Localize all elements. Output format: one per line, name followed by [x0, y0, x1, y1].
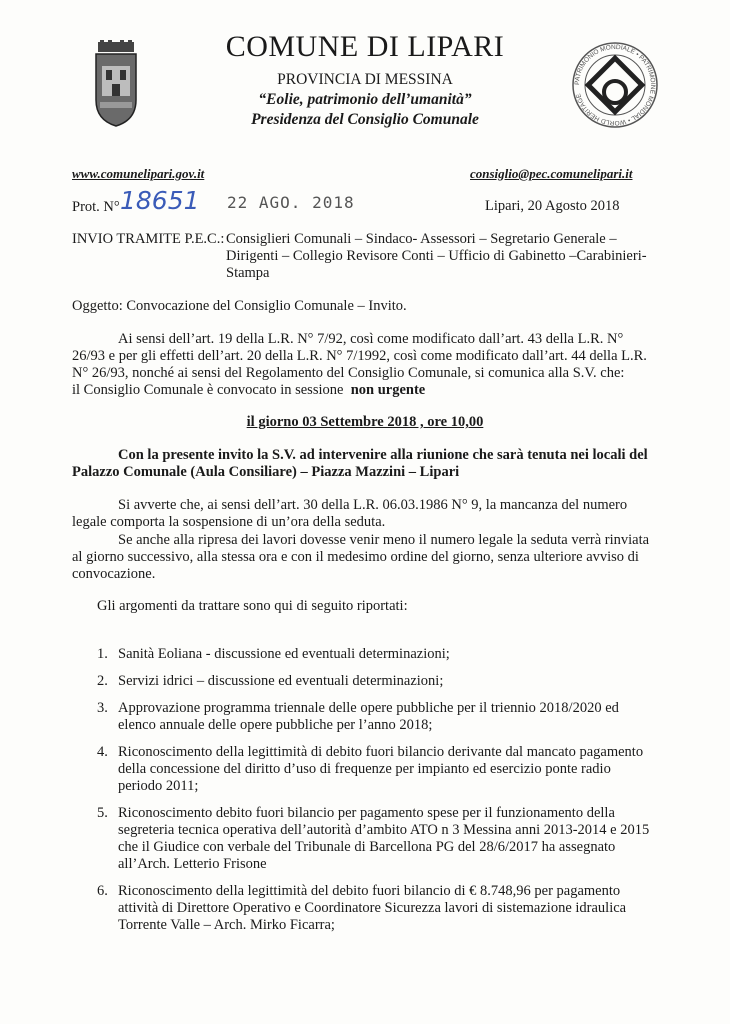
agenda-item-number: 6.: [97, 883, 108, 899]
website-link[interactable]: www.comunelipari.gov.it: [72, 166, 205, 181]
header-motto: “Eolie, patrimonio dell’umanità”: [258, 91, 472, 108]
agenda-item-text: Riconoscimento debito fuori bilancio per pagamento spese per il funzionamento della: [118, 805, 615, 821]
intro-line-4: [72, 382, 425, 399]
agenda-item-number: 3.: [97, 700, 108, 716]
session-type: non urgente: [350, 382, 426, 398]
agenda-item-text: segreteria tecnica operativa dell’autorità d’ambito ATO n 3 Messina anni 2013-2014 e 2015: [118, 822, 650, 838]
notice-2-line-2: al giorno successivo, alla stessa ora e con il medesimo ordine del giorno, senza ulteriore avviso di: [72, 549, 639, 565]
invite-line-1: Con la presente invito la S.V. ad intervenire alla riunione che sarà tenuta nei locali del: [118, 447, 648, 463]
intro-line-2: 26/93 e per gli effetti dell’art. 20 della L.R. N° 7/1992, così come modificato dall’art. 44 della L.R.: [72, 348, 647, 364]
agenda-item-number: 1.: [97, 646, 108, 662]
agenda-intro: Gli argomenti da trattare sono qui di seguito riportati:: [97, 598, 408, 614]
invite-line-2: Palazzo Comunale (Aula Consiliare) – Piazza Mazzini – Lipari: [72, 464, 460, 480]
agenda-item-text: Riconoscimento della legittimità di debito fuori bilancio derivante dal mancato pagamento: [118, 744, 644, 760]
header-title: COMUNE DI LIPARI: [225, 30, 505, 63]
place-date: Lipari, 20 Agosto 2018: [485, 198, 620, 214]
agenda-item-text: all’Arch. Letterio Frisone: [118, 856, 267, 872]
intro-line-3: N° 26/93, nonché ai sensi del Regolamento del Consiglio Comunale, si comunica alla S.V. che:: [72, 365, 625, 381]
pec-email-link[interactable]: consiglio@pec.comunelipari.it: [470, 166, 633, 181]
protocol-date-stamp: 22 AGO. 2018: [227, 193, 355, 212]
notice-2-line-3: convocazione.: [72, 566, 156, 582]
agenda-item-text: che il Giudice con verbale del Tribunale di Barcellona PG del 28/6/2017 ha assegnato: [118, 839, 616, 855]
unesco-world-heritage-logo: [570, 40, 660, 130]
header-presidency: Presidenza del Consiglio Comunale: [251, 111, 479, 128]
agenda-item-text: Servizi idrici – discussione ed eventuali determinazioni;: [118, 673, 444, 689]
agenda-item-text: attività di Direttore Operativo e Coordinatore Sicurezza lavori di sistemazione idraulica: [118, 900, 627, 916]
agenda-item-text: Riconoscimento della legittimità del debito fuori bilancio di € 8.748,96 per pagamento: [118, 883, 621, 899]
agenda-item-text: Sanità Eoliana - discussione ed eventuali determinazioni;: [118, 646, 450, 662]
intro-line-1: Ai sensi dell’art. 19 della L.R. N° 7/92, così come modificato dall’art. 43 della L.R. N°: [118, 331, 624, 347]
agenda-item-text: della concessione del diritto d’uso di frequenze per impianto ed esercizio ponte radio: [118, 761, 611, 777]
notice-1-line-1: Si avverte che, ai sensi dell’art. 30 della L.R. 06.03.1986 N° 9, la mancanza del numero: [118, 497, 628, 513]
agenda-item-text: elenco annuale delle opere pubbliche per l’anno 2018;: [118, 717, 433, 733]
unesco-ring-text: PATRIMONIO MONDIALE • PATRIMOINE MONDIAL • WORLD HERITAGE: [573, 43, 657, 127]
recipients-label: INVIO TRAMITE P.E.C.:: [72, 231, 225, 247]
recipients-line-2: Dirigenti – Collegio Revisore Conti – Ufficio di Gabinetto –Carabinieri-: [226, 248, 647, 264]
recipients-line-1: Consiglieri Comunali – Sindaco- Assessori – Segretario Generale –: [226, 231, 617, 247]
protocol-label: Prot. N°: [72, 199, 120, 215]
agenda-item-number: 5.: [97, 805, 108, 821]
agenda-item-text: Torrente Valle – Arch. Mirko Ficarra;: [118, 917, 335, 933]
agenda-item-text: periodo 2011;: [118, 778, 199, 794]
subject: Oggetto: Convocazione del Consiglio Comunale – Invito.: [72, 298, 407, 314]
agenda-item-number: 4.: [97, 744, 108, 760]
protocol-number-handwritten: 18651: [120, 186, 200, 215]
agenda-item-text: Approvazione programma triennale delle opere pubbliche per il triennio 2018/2020 ed: [118, 700, 619, 716]
meeting-date: il giorno 03 Settembre 2018 , ore 10,00: [246, 414, 484, 430]
recipients-line-3: Stampa: [226, 265, 270, 281]
header-province: PROVINCIA DI MESSINA: [277, 71, 453, 88]
notice-2-line-1: Se anche alla ripresa dei lavori dovesse venir meno il numero legale la seduta verrà rinviata: [118, 532, 650, 548]
notice-1-line-2: legale comporta la sospensione di un’ora della seduta.: [72, 514, 386, 530]
agenda-item-number: 2.: [97, 673, 108, 689]
intro-session-text: il Consiglio Comunale è convocato in sessione: [72, 382, 344, 398]
